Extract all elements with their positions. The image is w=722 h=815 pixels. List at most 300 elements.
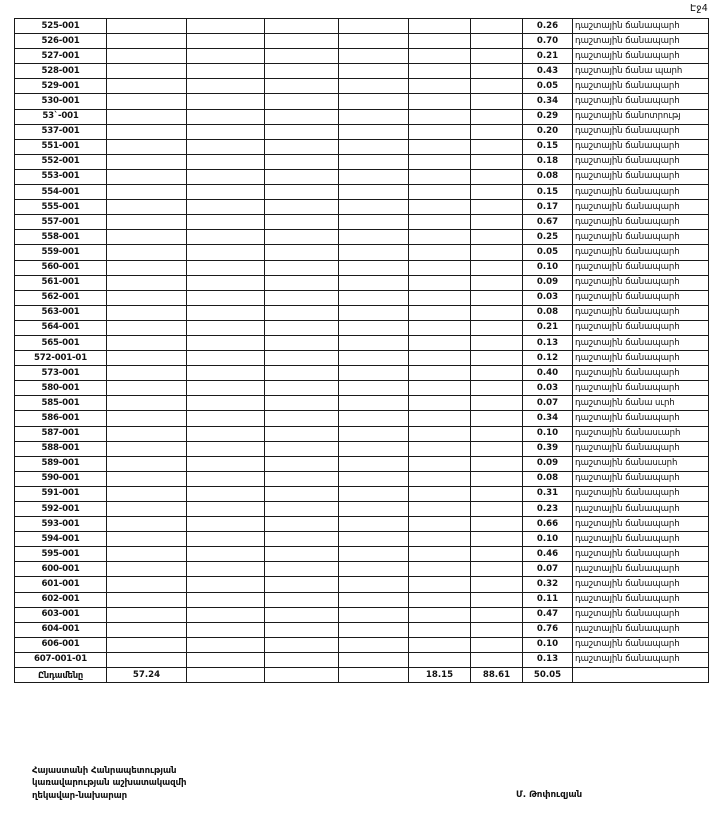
cell-empty-6 bbox=[409, 456, 471, 471]
cell-empty-2 bbox=[107, 305, 187, 320]
cell-description: դաշտային ճանապարհ bbox=[573, 592, 709, 607]
cell-empty-6 bbox=[409, 335, 471, 350]
cell-empty-7 bbox=[471, 652, 523, 667]
cell-empty-2 bbox=[107, 19, 187, 34]
cell-area-amount: 0.13 bbox=[523, 335, 573, 350]
cell-area-amount: 0.08 bbox=[523, 471, 573, 486]
cell-parcel-code: 590-001 bbox=[15, 471, 107, 486]
cell-empty-2 bbox=[107, 185, 187, 200]
cell-empty-3 bbox=[187, 154, 265, 169]
cell-empty-3 bbox=[187, 592, 265, 607]
cell-empty-3 bbox=[187, 607, 265, 622]
cell-empty-4 bbox=[265, 381, 339, 396]
cell-empty-7 bbox=[471, 607, 523, 622]
cell-area-amount: 0.46 bbox=[523, 547, 573, 562]
cell-empty-4 bbox=[265, 366, 339, 381]
cell-empty-2 bbox=[107, 381, 187, 396]
cell-area-amount: 0.40 bbox=[523, 366, 573, 381]
table-row bbox=[15, 230, 709, 245]
cell-empty-5 bbox=[339, 124, 409, 139]
cell-empty-7 bbox=[471, 290, 523, 305]
cell-empty-3 bbox=[187, 441, 265, 456]
cell-parcel-code: 589-001 bbox=[15, 456, 107, 471]
cell-description: դաշտային ճանապարհ bbox=[573, 351, 709, 366]
cell-empty-2 bbox=[107, 652, 187, 667]
cell-description: դաշտային ճանապարհ bbox=[573, 245, 709, 260]
cell-empty-4 bbox=[265, 532, 339, 547]
cell-empty-6 bbox=[409, 607, 471, 622]
cell-description: դաշտային ճանա պարհ bbox=[573, 64, 709, 79]
cell-area-amount: 0.15 bbox=[523, 139, 573, 154]
cell-empty-5 bbox=[339, 275, 409, 290]
cell-empty-7 bbox=[471, 34, 523, 49]
cell-empty-2 bbox=[107, 637, 187, 652]
cell-empty-2 bbox=[107, 320, 187, 335]
cell-area-amount: 0.03 bbox=[523, 381, 573, 396]
cell-empty-2 bbox=[107, 486, 187, 501]
cell-parcel-code: 572-001-01 bbox=[15, 351, 107, 366]
cell-empty-7 bbox=[471, 245, 523, 260]
cell-total-col6: 18.15 bbox=[409, 668, 471, 683]
cell-empty-3 bbox=[187, 230, 265, 245]
cell-parcel-code: 591-001 bbox=[15, 486, 107, 501]
cell-parcel-code: 562-001 bbox=[15, 290, 107, 305]
cell-empty-4 bbox=[265, 351, 339, 366]
cell-empty-3 bbox=[187, 200, 265, 215]
cell-description: դաշտային ճանապարհ bbox=[573, 381, 709, 396]
table-row bbox=[15, 577, 709, 592]
cell-empty-4 bbox=[265, 109, 339, 124]
table-row bbox=[15, 275, 709, 290]
cell-description: դաշտային ճանապարհ bbox=[573, 562, 709, 577]
cell-parcel-code: 555-001 bbox=[15, 200, 107, 215]
cell-empty-6 bbox=[409, 471, 471, 486]
cell-empty-7 bbox=[471, 200, 523, 215]
cell-parcel-code: 559-001 bbox=[15, 245, 107, 260]
cell-parcel-code: 601-001 bbox=[15, 577, 107, 592]
table-row bbox=[15, 290, 709, 305]
table-row bbox=[15, 200, 709, 215]
cell-area-amount: 0.66 bbox=[523, 517, 573, 532]
cell-empty-5 bbox=[339, 260, 409, 275]
cell-empty-7 bbox=[471, 637, 523, 652]
cell-parcel-code: 603-001 bbox=[15, 607, 107, 622]
cell-description: դաշտային ճանապարհ bbox=[573, 260, 709, 275]
cell-area-amount: 0.29 bbox=[523, 109, 573, 124]
cell-description: դաշտային ճանապարհ bbox=[573, 124, 709, 139]
ledger-table-container bbox=[14, 18, 708, 683]
cell-parcel-code: 53`-001 bbox=[15, 109, 107, 124]
cell-empty-6 bbox=[409, 139, 471, 154]
cell-empty-6 bbox=[409, 49, 471, 64]
table-row bbox=[15, 502, 709, 517]
authority-line-1: Հայաստանի Հանրապետության bbox=[32, 766, 177, 776]
cell-description: դաշտային ճանապարհ bbox=[573, 547, 709, 562]
cell-empty-7 bbox=[471, 335, 523, 350]
cell-area-amount: 0.18 bbox=[523, 154, 573, 169]
table-row bbox=[15, 396, 709, 411]
cell-area-amount: 0.67 bbox=[523, 215, 573, 230]
cell-description: դաշտային ճանապարհ bbox=[573, 471, 709, 486]
cell-parcel-code: 537-001 bbox=[15, 124, 107, 139]
cell-empty-4 bbox=[265, 486, 339, 501]
cell-empty-5 bbox=[339, 562, 409, 577]
cell-description: դաշտային ճանապարհ bbox=[573, 215, 709, 230]
cell-empty-3 bbox=[187, 486, 265, 501]
cell-empty-3 bbox=[187, 305, 265, 320]
cell-empty-2 bbox=[107, 275, 187, 290]
cell-empty-4 bbox=[265, 169, 339, 184]
cell-empty-2 bbox=[107, 124, 187, 139]
cell-parcel-code: 563-001 bbox=[15, 305, 107, 320]
cell-empty-4 bbox=[265, 215, 339, 230]
cell-empty-3 bbox=[187, 124, 265, 139]
cell-empty-5 bbox=[339, 305, 409, 320]
cell-area-amount: 0.31 bbox=[523, 486, 573, 501]
cell-empty-7 bbox=[471, 622, 523, 637]
cell-description: դաշտային ճանապարհ bbox=[573, 34, 709, 49]
cell-parcel-code: 551-001 bbox=[15, 139, 107, 154]
cell-description: դաշտային ճանապարհ bbox=[573, 366, 709, 381]
cell-empty-2 bbox=[107, 592, 187, 607]
cell-parcel-code: 525-001 bbox=[15, 19, 107, 34]
cell-empty-6 bbox=[409, 19, 471, 34]
table-row bbox=[15, 335, 709, 350]
cell-parcel-code: 594-001 bbox=[15, 532, 107, 547]
cell-empty-4 bbox=[265, 517, 339, 532]
cell-area-amount: 0.70 bbox=[523, 34, 573, 49]
cell-empty-7 bbox=[471, 139, 523, 154]
cell-area-amount: 0.20 bbox=[523, 124, 573, 139]
cell-empty-2 bbox=[107, 230, 187, 245]
cell-empty-7 bbox=[471, 230, 523, 245]
cell-empty-5 bbox=[339, 366, 409, 381]
cell-description: դաշտային ճանապարհ bbox=[573, 577, 709, 592]
cell-empty-5 bbox=[339, 320, 409, 335]
cell-empty-5 bbox=[339, 577, 409, 592]
cell-description: դաշտային ճանապարհ bbox=[573, 411, 709, 426]
cell-empty-5 bbox=[339, 64, 409, 79]
cell-empty-6 bbox=[409, 592, 471, 607]
cell-parcel-code: 526-001 bbox=[15, 34, 107, 49]
cell-description: դաշտային ճանապարհ bbox=[573, 622, 709, 637]
cell-description: դաշտային ճանապարհ bbox=[573, 305, 709, 320]
cell-description: դաշտային ճանոտրությ bbox=[573, 109, 709, 124]
cell-total-col4 bbox=[265, 668, 339, 683]
cell-empty-6 bbox=[409, 245, 471, 260]
cell-empty-6 bbox=[409, 215, 471, 230]
cell-parcel-code: 560-001 bbox=[15, 260, 107, 275]
cell-empty-7 bbox=[471, 441, 523, 456]
cell-empty-6 bbox=[409, 577, 471, 592]
cell-empty-4 bbox=[265, 426, 339, 441]
cell-empty-3 bbox=[187, 396, 265, 411]
cell-empty-4 bbox=[265, 94, 339, 109]
table-row bbox=[15, 471, 709, 486]
cell-empty-3 bbox=[187, 351, 265, 366]
table-row bbox=[15, 320, 709, 335]
cell-area-amount: 0.12 bbox=[523, 351, 573, 366]
cell-empty-5 bbox=[339, 230, 409, 245]
cell-empty-4 bbox=[265, 260, 339, 275]
cell-total-description bbox=[573, 668, 709, 683]
table-row bbox=[15, 637, 709, 652]
cell-empty-4 bbox=[265, 154, 339, 169]
cell-empty-5 bbox=[339, 381, 409, 396]
table-row bbox=[15, 366, 709, 381]
authority-line-3: ղեկավար-նախարար bbox=[32, 790, 128, 801]
cell-description: դաշտային ճանապարհ bbox=[573, 290, 709, 305]
cell-empty-7 bbox=[471, 532, 523, 547]
cell-description: դաշտային ճանապարհ bbox=[573, 139, 709, 154]
cell-empty-4 bbox=[265, 577, 339, 592]
cell-empty-3 bbox=[187, 185, 265, 200]
cell-description: դաշտային ճանապարհ bbox=[573, 517, 709, 532]
cell-empty-2 bbox=[107, 562, 187, 577]
cell-empty-4 bbox=[265, 456, 339, 471]
cell-empty-7 bbox=[471, 592, 523, 607]
cell-area-amount: 0.17 bbox=[523, 200, 573, 215]
cell-empty-2 bbox=[107, 456, 187, 471]
cell-empty-4 bbox=[265, 471, 339, 486]
cell-empty-3 bbox=[187, 320, 265, 335]
cell-empty-7 bbox=[471, 260, 523, 275]
cell-empty-5 bbox=[339, 426, 409, 441]
cell-empty-7 bbox=[471, 124, 523, 139]
cell-empty-2 bbox=[107, 366, 187, 381]
cell-description: դաշտային ճանապարհ bbox=[573, 94, 709, 109]
cell-description: դաշտային ճանապարհ bbox=[573, 169, 709, 184]
cell-empty-7 bbox=[471, 185, 523, 200]
signer-name: Մ. Թոփուզյան bbox=[516, 790, 583, 800]
cell-total-col5 bbox=[339, 668, 409, 683]
cell-total-col3 bbox=[187, 668, 265, 683]
cell-empty-7 bbox=[471, 215, 523, 230]
cell-empty-3 bbox=[187, 471, 265, 486]
cell-empty-4 bbox=[265, 34, 339, 49]
cell-empty-4 bbox=[265, 637, 339, 652]
cell-empty-4 bbox=[265, 64, 339, 79]
cell-empty-3 bbox=[187, 215, 265, 230]
cell-empty-5 bbox=[339, 486, 409, 501]
cell-empty-6 bbox=[409, 517, 471, 532]
cell-empty-4 bbox=[265, 19, 339, 34]
table-row bbox=[15, 124, 709, 139]
table-row bbox=[15, 79, 709, 94]
cell-empty-7 bbox=[471, 456, 523, 471]
cell-empty-6 bbox=[409, 185, 471, 200]
table-total-row bbox=[15, 668, 709, 683]
cell-empty-3 bbox=[187, 577, 265, 592]
cell-empty-2 bbox=[107, 471, 187, 486]
cell-empty-3 bbox=[187, 411, 265, 426]
cell-empty-5 bbox=[339, 79, 409, 94]
table-body bbox=[15, 19, 709, 683]
cell-empty-3 bbox=[187, 532, 265, 547]
cell-empty-7 bbox=[471, 169, 523, 184]
cell-empty-7 bbox=[471, 94, 523, 109]
cell-empty-5 bbox=[339, 351, 409, 366]
cell-parcel-code: 604-001 bbox=[15, 622, 107, 637]
cell-empty-4 bbox=[265, 275, 339, 290]
cell-empty-4 bbox=[265, 49, 339, 64]
cell-empty-5 bbox=[339, 411, 409, 426]
cell-empty-3 bbox=[187, 502, 265, 517]
cell-empty-5 bbox=[339, 34, 409, 49]
cell-empty-7 bbox=[471, 19, 523, 34]
cell-empty-3 bbox=[187, 79, 265, 94]
cell-empty-4 bbox=[265, 502, 339, 517]
cell-parcel-code: 561-001 bbox=[15, 275, 107, 290]
cell-parcel-code: 593-001 bbox=[15, 517, 107, 532]
cell-empty-6 bbox=[409, 396, 471, 411]
cell-parcel-code: 552-001 bbox=[15, 154, 107, 169]
cell-total-col7: 88.61 bbox=[471, 668, 523, 683]
cell-empty-3 bbox=[187, 139, 265, 154]
cell-empty-5 bbox=[339, 456, 409, 471]
cell-empty-6 bbox=[409, 532, 471, 547]
cell-empty-3 bbox=[187, 245, 265, 260]
cell-empty-2 bbox=[107, 517, 187, 532]
cell-parcel-code: 558-001 bbox=[15, 230, 107, 245]
cell-description: դաշտային ճանապարհ bbox=[573, 335, 709, 350]
cell-area-amount: 0.10 bbox=[523, 637, 573, 652]
cell-empty-2 bbox=[107, 351, 187, 366]
cell-empty-3 bbox=[187, 64, 265, 79]
cell-description: դաշտային ճանապարհ bbox=[573, 200, 709, 215]
table-row bbox=[15, 607, 709, 622]
cell-empty-2 bbox=[107, 139, 187, 154]
cell-description: դաշտային ճանապարհ bbox=[573, 49, 709, 64]
cell-empty-4 bbox=[265, 245, 339, 260]
cell-description: դաշտային ճանապարհ bbox=[573, 230, 709, 245]
cell-empty-6 bbox=[409, 169, 471, 184]
cell-empty-2 bbox=[107, 502, 187, 517]
cell-empty-7 bbox=[471, 577, 523, 592]
cell-description: դաշտային ճանապարհ bbox=[573, 607, 709, 622]
cell-empty-4 bbox=[265, 592, 339, 607]
cell-empty-3 bbox=[187, 34, 265, 49]
cell-empty-5 bbox=[339, 471, 409, 486]
cell-empty-5 bbox=[339, 592, 409, 607]
cell-empty-6 bbox=[409, 230, 471, 245]
table-row bbox=[15, 456, 709, 471]
table-row bbox=[15, 154, 709, 169]
cell-empty-2 bbox=[107, 109, 187, 124]
cell-empty-6 bbox=[409, 260, 471, 275]
cell-area-amount: 0.09 bbox=[523, 275, 573, 290]
cell-description: դաշտային ճանապարհ bbox=[573, 486, 709, 501]
cell-parcel-code: 592-001 bbox=[15, 502, 107, 517]
cell-empty-3 bbox=[187, 335, 265, 350]
cell-empty-2 bbox=[107, 335, 187, 350]
table-row bbox=[15, 622, 709, 637]
cell-area-amount: 0.34 bbox=[523, 411, 573, 426]
cell-empty-7 bbox=[471, 366, 523, 381]
cell-empty-5 bbox=[339, 517, 409, 532]
cell-empty-7 bbox=[471, 517, 523, 532]
cell-empty-2 bbox=[107, 215, 187, 230]
cell-parcel-code: 586-001 bbox=[15, 411, 107, 426]
cell-empty-6 bbox=[409, 79, 471, 94]
cell-empty-7 bbox=[471, 486, 523, 501]
table-row bbox=[15, 381, 709, 396]
cell-parcel-code: 564-001 bbox=[15, 320, 107, 335]
page-number: Էջ4 bbox=[689, 3, 708, 14]
cell-empty-2 bbox=[107, 34, 187, 49]
cell-empty-7 bbox=[471, 79, 523, 94]
cell-empty-7 bbox=[471, 547, 523, 562]
cell-empty-7 bbox=[471, 49, 523, 64]
cell-empty-7 bbox=[471, 154, 523, 169]
cell-empty-4 bbox=[265, 230, 339, 245]
cell-empty-3 bbox=[187, 366, 265, 381]
cell-total-label: Ընդամենը bbox=[15, 668, 107, 683]
cell-parcel-code: 587-001 bbox=[15, 426, 107, 441]
cell-empty-4 bbox=[265, 411, 339, 426]
cell-parcel-code: 607-001-01 bbox=[15, 652, 107, 667]
cell-empty-3 bbox=[187, 547, 265, 562]
cell-empty-4 bbox=[265, 607, 339, 622]
cell-empty-4 bbox=[265, 185, 339, 200]
cell-empty-7 bbox=[471, 471, 523, 486]
cell-empty-4 bbox=[265, 652, 339, 667]
table-row bbox=[15, 94, 709, 109]
table-row bbox=[15, 517, 709, 532]
cell-empty-5 bbox=[339, 652, 409, 667]
cell-area-amount: 0.11 bbox=[523, 592, 573, 607]
cell-empty-3 bbox=[187, 275, 265, 290]
cell-area-amount: 0.10 bbox=[523, 260, 573, 275]
cell-empty-5 bbox=[339, 622, 409, 637]
cell-empty-5 bbox=[339, 169, 409, 184]
table-row bbox=[15, 245, 709, 260]
cell-empty-2 bbox=[107, 49, 187, 64]
cell-empty-7 bbox=[471, 381, 523, 396]
cell-empty-4 bbox=[265, 320, 339, 335]
cell-empty-3 bbox=[187, 260, 265, 275]
cell-empty-3 bbox=[187, 426, 265, 441]
cell-empty-3 bbox=[187, 637, 265, 652]
cell-empty-5 bbox=[339, 607, 409, 622]
cell-empty-5 bbox=[339, 335, 409, 350]
cell-empty-3 bbox=[187, 19, 265, 34]
cell-total-col2: 57.24 bbox=[107, 668, 187, 683]
cell-empty-3 bbox=[187, 290, 265, 305]
cell-empty-7 bbox=[471, 320, 523, 335]
cell-description: դաշտային ճանա սւրհ bbox=[573, 396, 709, 411]
cell-description: դաշտային ճանապարհ bbox=[573, 532, 709, 547]
cell-empty-3 bbox=[187, 652, 265, 667]
table-row bbox=[15, 34, 709, 49]
cell-area-amount: 0.08 bbox=[523, 169, 573, 184]
cell-area-amount: 0.21 bbox=[523, 320, 573, 335]
cell-area-amount: 0.76 bbox=[523, 622, 573, 637]
cell-parcel-code: 588-001 bbox=[15, 441, 107, 456]
cell-area-amount: 0.15 bbox=[523, 185, 573, 200]
cell-empty-5 bbox=[339, 139, 409, 154]
cell-area-amount: 0.23 bbox=[523, 502, 573, 517]
cell-parcel-code: 529-001 bbox=[15, 79, 107, 94]
cell-parcel-code: 528-001 bbox=[15, 64, 107, 79]
cell-empty-5 bbox=[339, 396, 409, 411]
cell-empty-6 bbox=[409, 441, 471, 456]
cell-empty-5 bbox=[339, 200, 409, 215]
land-parcel-table bbox=[14, 18, 709, 683]
cell-description: դաշտային ճանապարհ bbox=[573, 154, 709, 169]
table-row bbox=[15, 185, 709, 200]
cell-area-amount: 0.10 bbox=[523, 532, 573, 547]
